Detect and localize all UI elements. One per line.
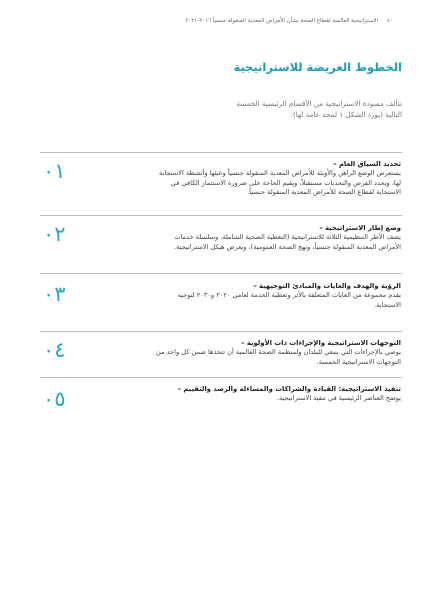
section-title: تحديد السياق العام – [333,160,401,168]
section-number: ٠٢ [43,222,66,246]
section-number: ٠١ [43,159,66,183]
page-number: ٤٠ [387,18,393,24]
section-number: ٠٤ [43,338,66,362]
section-body: يستعرض الوضع الراهن والأوبئة للأمراض المعدية المنقولة جنسياً وعبئها وأنشطة الاستجابة لها، ويحدد الفرص والتحديات مستقبلاً، ويقيم الحاجة على ضرورة الاستثمار الكافي في الاستجابة لقطاع الصحة للأمراض المعدية المنقولة جنسياً. [159,169,401,197]
section-number: ٠٣ [43,282,66,306]
section-body: يصف الأطر التنظيمية الثلاثة للاستراتيجية (التغطية الصحية الشاملة، وسلسلة خدمات الأمراض المعدية المنقولة جنسياً، ونهج الصحة العمومية)، ويعرض هيكل الاستراتيجية. [174,233,401,251]
section-title: الرؤية والهدف والغايات والمبادئ التوجيهية – [253,282,401,290]
section-content [151,384,401,404]
section-title: التوجهات الاستراتيجية والإجراءات ذات الأولوية – [241,339,401,347]
section-body: يوصي بالإجراءات التي ينبغي للبلدان ولمنظمة الصحة العالمية أن تتخذها ضمن كل واحد من التوجهات الاستراتيجية الخمسة. [155,348,401,366]
section-body: يوضح العناصر الرئيسية في تنفيذ الاستراتيجية. [276,394,401,402]
section-title: تنفيذ الاستراتيجية: القيادة والشراكات والمساءلة والرصد والتقييم – [177,385,401,393]
section-content [151,281,401,310]
section-5 [40,377,402,418]
section-body: يقدم مجموعة من الغايات المتعلقة بالأثر وتغطية الخدمة لعامي ٢٠٢٠ و٢٠٣٠ لتوجيه الاستجابة. [177,291,401,309]
section-title: وضع إطار الاستراتيجية – [319,224,401,232]
section-number: ٠٥ [43,387,66,411]
page-header [0,18,424,28]
page-title: الخطوط العريضة للاستراتيجية [233,60,402,74]
section-3 [40,273,402,329]
section-content [151,159,401,198]
intro-paragraph: تتألف مسودة الاستراتيجية من الأقسام الرئيسية الخمسة التالية (يورد الشكل ١ لمحة عامة لها): [236,99,402,119]
section-2 [40,215,402,272]
section-1 [40,152,402,215]
section-content [151,338,401,367]
section-4 [40,331,402,376]
running-title: الاستراتيجية العالمية لقطاع الصحة بشأن الأمراض المعدية المنقولة جنسياً ٢٠١٦-٢٠٢١ [185,18,378,24]
section-content [151,223,401,252]
